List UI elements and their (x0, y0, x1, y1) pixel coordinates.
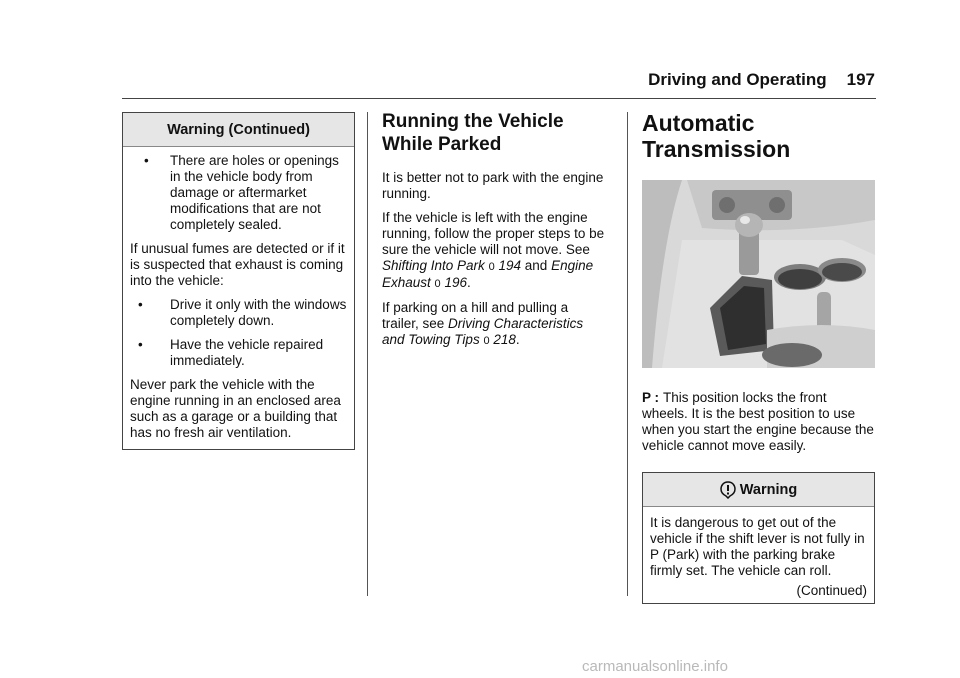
continued-label: (Continued) (796, 583, 867, 598)
shift-lever-photo (642, 180, 875, 368)
chapter-heading: Automatic Transmission (642, 110, 791, 162)
warning-icon (720, 481, 736, 499)
warning-paragraph: If unusual fumes are detected or if it is suspected that exhaust is coming into the vehicle: (130, 241, 345, 288)
column-divider-2 (627, 112, 628, 596)
paragraph-text: and (524, 258, 548, 273)
warning-box (642, 472, 875, 604)
bullet-dot: • (144, 153, 149, 168)
page-ref-arrow-icon: 0 (483, 335, 490, 347)
warning-text: It is dangerous to get out of the vehicle if the shift lever is not fully in P (Park) with the parking brake firmly set. The vehicle can roll. (650, 515, 865, 578)
header-rule (122, 98, 876, 99)
punctuation: . (515, 332, 520, 347)
right-column (642, 110, 875, 604)
xref-shifting-into-park[interactable] (382, 258, 521, 273)
warning-box-header (643, 473, 874, 507)
section-title: Driving and Operating (648, 70, 827, 89)
bullet-dot: • (138, 337, 143, 352)
bullet-dot: • (138, 297, 143, 312)
paragraph-text: If the vehicle is left with the engine running, follow the proper steps to be sure the vehicle will not move. See (382, 210, 605, 257)
paragraph (382, 210, 607, 292)
xref-page: 218 (493, 332, 516, 347)
bullet-text: There are holes or openings in the vehicle body from damage or aftermarket modifications that are not completely sealed. (170, 153, 339, 232)
xref-title: Driving Characteristics and Towing Tips (382, 316, 584, 347)
bullet-text: Drive it only with the windows completely down. (170, 297, 347, 328)
page-ref-arrow-icon: 0 (488, 261, 495, 273)
xref-page: 194 (498, 258, 521, 273)
park-label: P : (642, 390, 660, 405)
watermark: carmanualsonline.info (582, 658, 728, 675)
bullet-text: Have the vehicle repaired immediately. (170, 337, 324, 368)
park-position-description (642, 390, 875, 454)
page-header (600, 70, 875, 90)
xref-page: 196 (444, 275, 467, 290)
park-text: This position locks the front wheels. It is the best position to use when you start the engine because the vehicle cannot move easily. (642, 390, 874, 453)
punctuation: . (466, 275, 471, 290)
column-divider-1 (367, 112, 368, 596)
xref-title: Engine Exhaust (382, 258, 594, 290)
paragraph: It is better not to park with the engine running. (382, 170, 604, 201)
warning-box-body (643, 507, 874, 603)
bullet-item (130, 337, 347, 369)
page-number: 197 (846, 70, 875, 89)
warning-continued-box (122, 112, 355, 450)
bullet-item (130, 153, 347, 233)
xref-title: Shifting Into Park (382, 258, 485, 273)
warning-box-body (123, 147, 354, 449)
paragraph (382, 300, 607, 349)
section-heading: Running the Vehicle While Parked (382, 111, 564, 155)
warning-box-title: Warning (Continued) (123, 113, 354, 147)
bullet-item (130, 297, 347, 329)
middle-column (382, 110, 607, 357)
page-ref-arrow-icon: 0 (434, 278, 441, 290)
warning-paragraph: Never park the vehicle with the engine running in an enclosed area such as a garage or a building that has no fresh air ventilation. (130, 377, 341, 440)
paragraph-text: If parking on a hill and pulling a trailer, see (382, 300, 569, 331)
warning-box-title: Warning (739, 481, 798, 498)
